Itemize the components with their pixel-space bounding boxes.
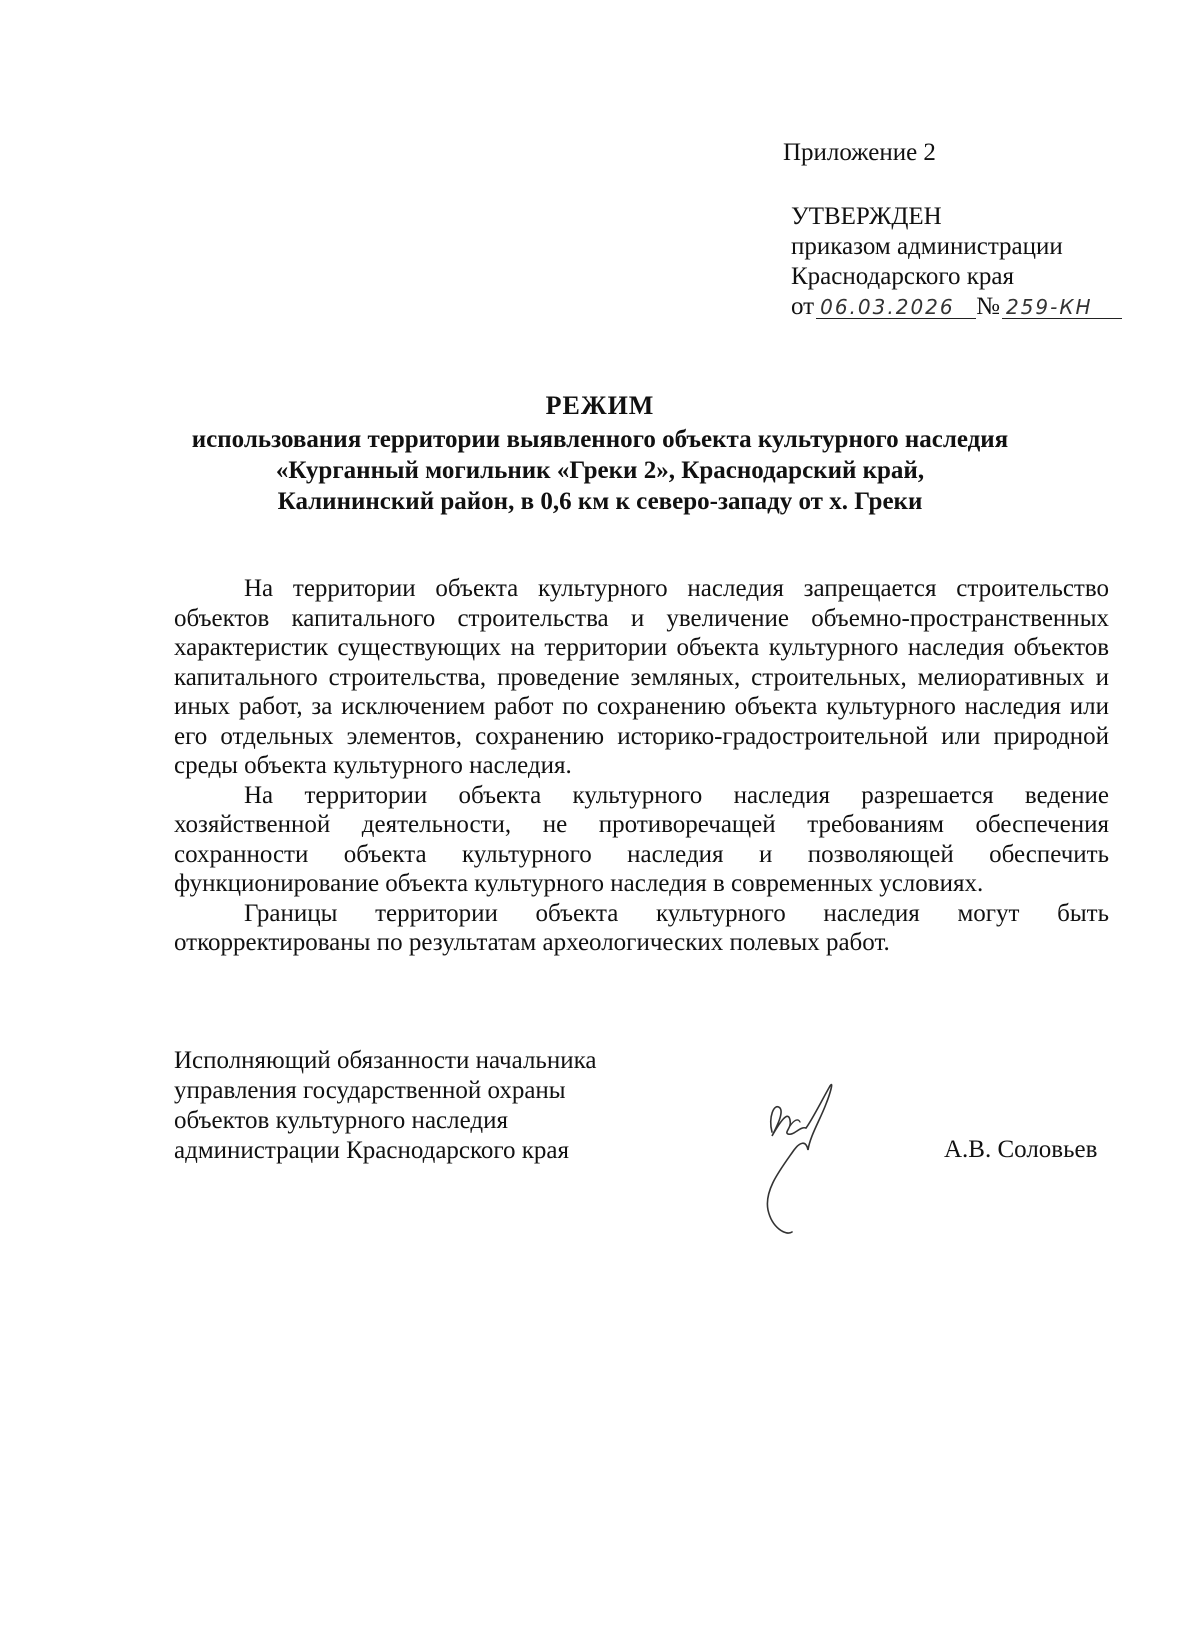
signer-position <box>174 1046 596 1166</box>
body-paragraph-3: Границы территории объекта культурного наследия могут быть откорректированы по результатам археологических полевых работ. <box>174 899 1109 956</box>
title-line-3: Калининский район, в 0,6 км к северо-западу от х. Греки <box>277 488 923 515</box>
body-paragraph-2: На территории объекта культурного наследия разрешается ведение хозяйственной деятельности, не противоречащей требованиям обеспечения сохранности объекта культурного наследия и позволяющей обеспечить функционирование объекта культурного наследия в современных условиях. <box>174 781 1109 897</box>
title-line-1: использования территории выявленного объекта культурного наследия <box>191 426 1009 453</box>
title-main: РЕЖИМ <box>545 391 655 420</box>
handwritten-signature <box>750 1080 860 1240</box>
signer-position-line-2: управления государственной охраны <box>174 1077 566 1104</box>
appendix-label: Приложение 2 <box>783 139 936 166</box>
approved-by-line-1: приказом администрации <box>791 233 1063 260</box>
document-body <box>174 574 1109 958</box>
signer-name: А.В. Соловьев <box>944 1136 1098 1163</box>
signer-position-line-1: Исполняющий обязанности начальника <box>174 1047 597 1074</box>
approval-block <box>791 202 1122 326</box>
title-line-2: «Курганный могильник «Греки 2», Краснодарский край, <box>275 457 925 484</box>
body-paragraph-1: На территории объекта культурного наследия запрещается строительство объектов капитального строительства и увеличение объемно-пространственных характеристик существующих на территории объекта культурного наследия объектов капитального строительства, проведение земляных, строительных, мелиоративных и иных работ, за исключением работ по сохранению объекта культурного наследия или его отдельных элементов, сохранению историко-градостроительной или природной среды объекта культурного наследия. <box>174 575 1109 779</box>
order-date-number-line <box>791 292 1122 326</box>
handwritten-order-number: 259-КН <box>1002 296 1122 319</box>
number-prefix: № <box>976 293 1000 320</box>
date-prefix: от <box>791 293 815 320</box>
signer-position-line-3: объектов культурного наследия <box>174 1107 508 1134</box>
approved-by-line-2: Краснодарского края <box>791 263 1014 290</box>
approved-heading: УТВЕРЖДЕН <box>791 203 942 230</box>
handwritten-order-date: 06.03.2026 <box>816 296 976 319</box>
document-title <box>150 390 1050 517</box>
signer-position-line-4: администрации Краснодарского края <box>174 1137 570 1164</box>
